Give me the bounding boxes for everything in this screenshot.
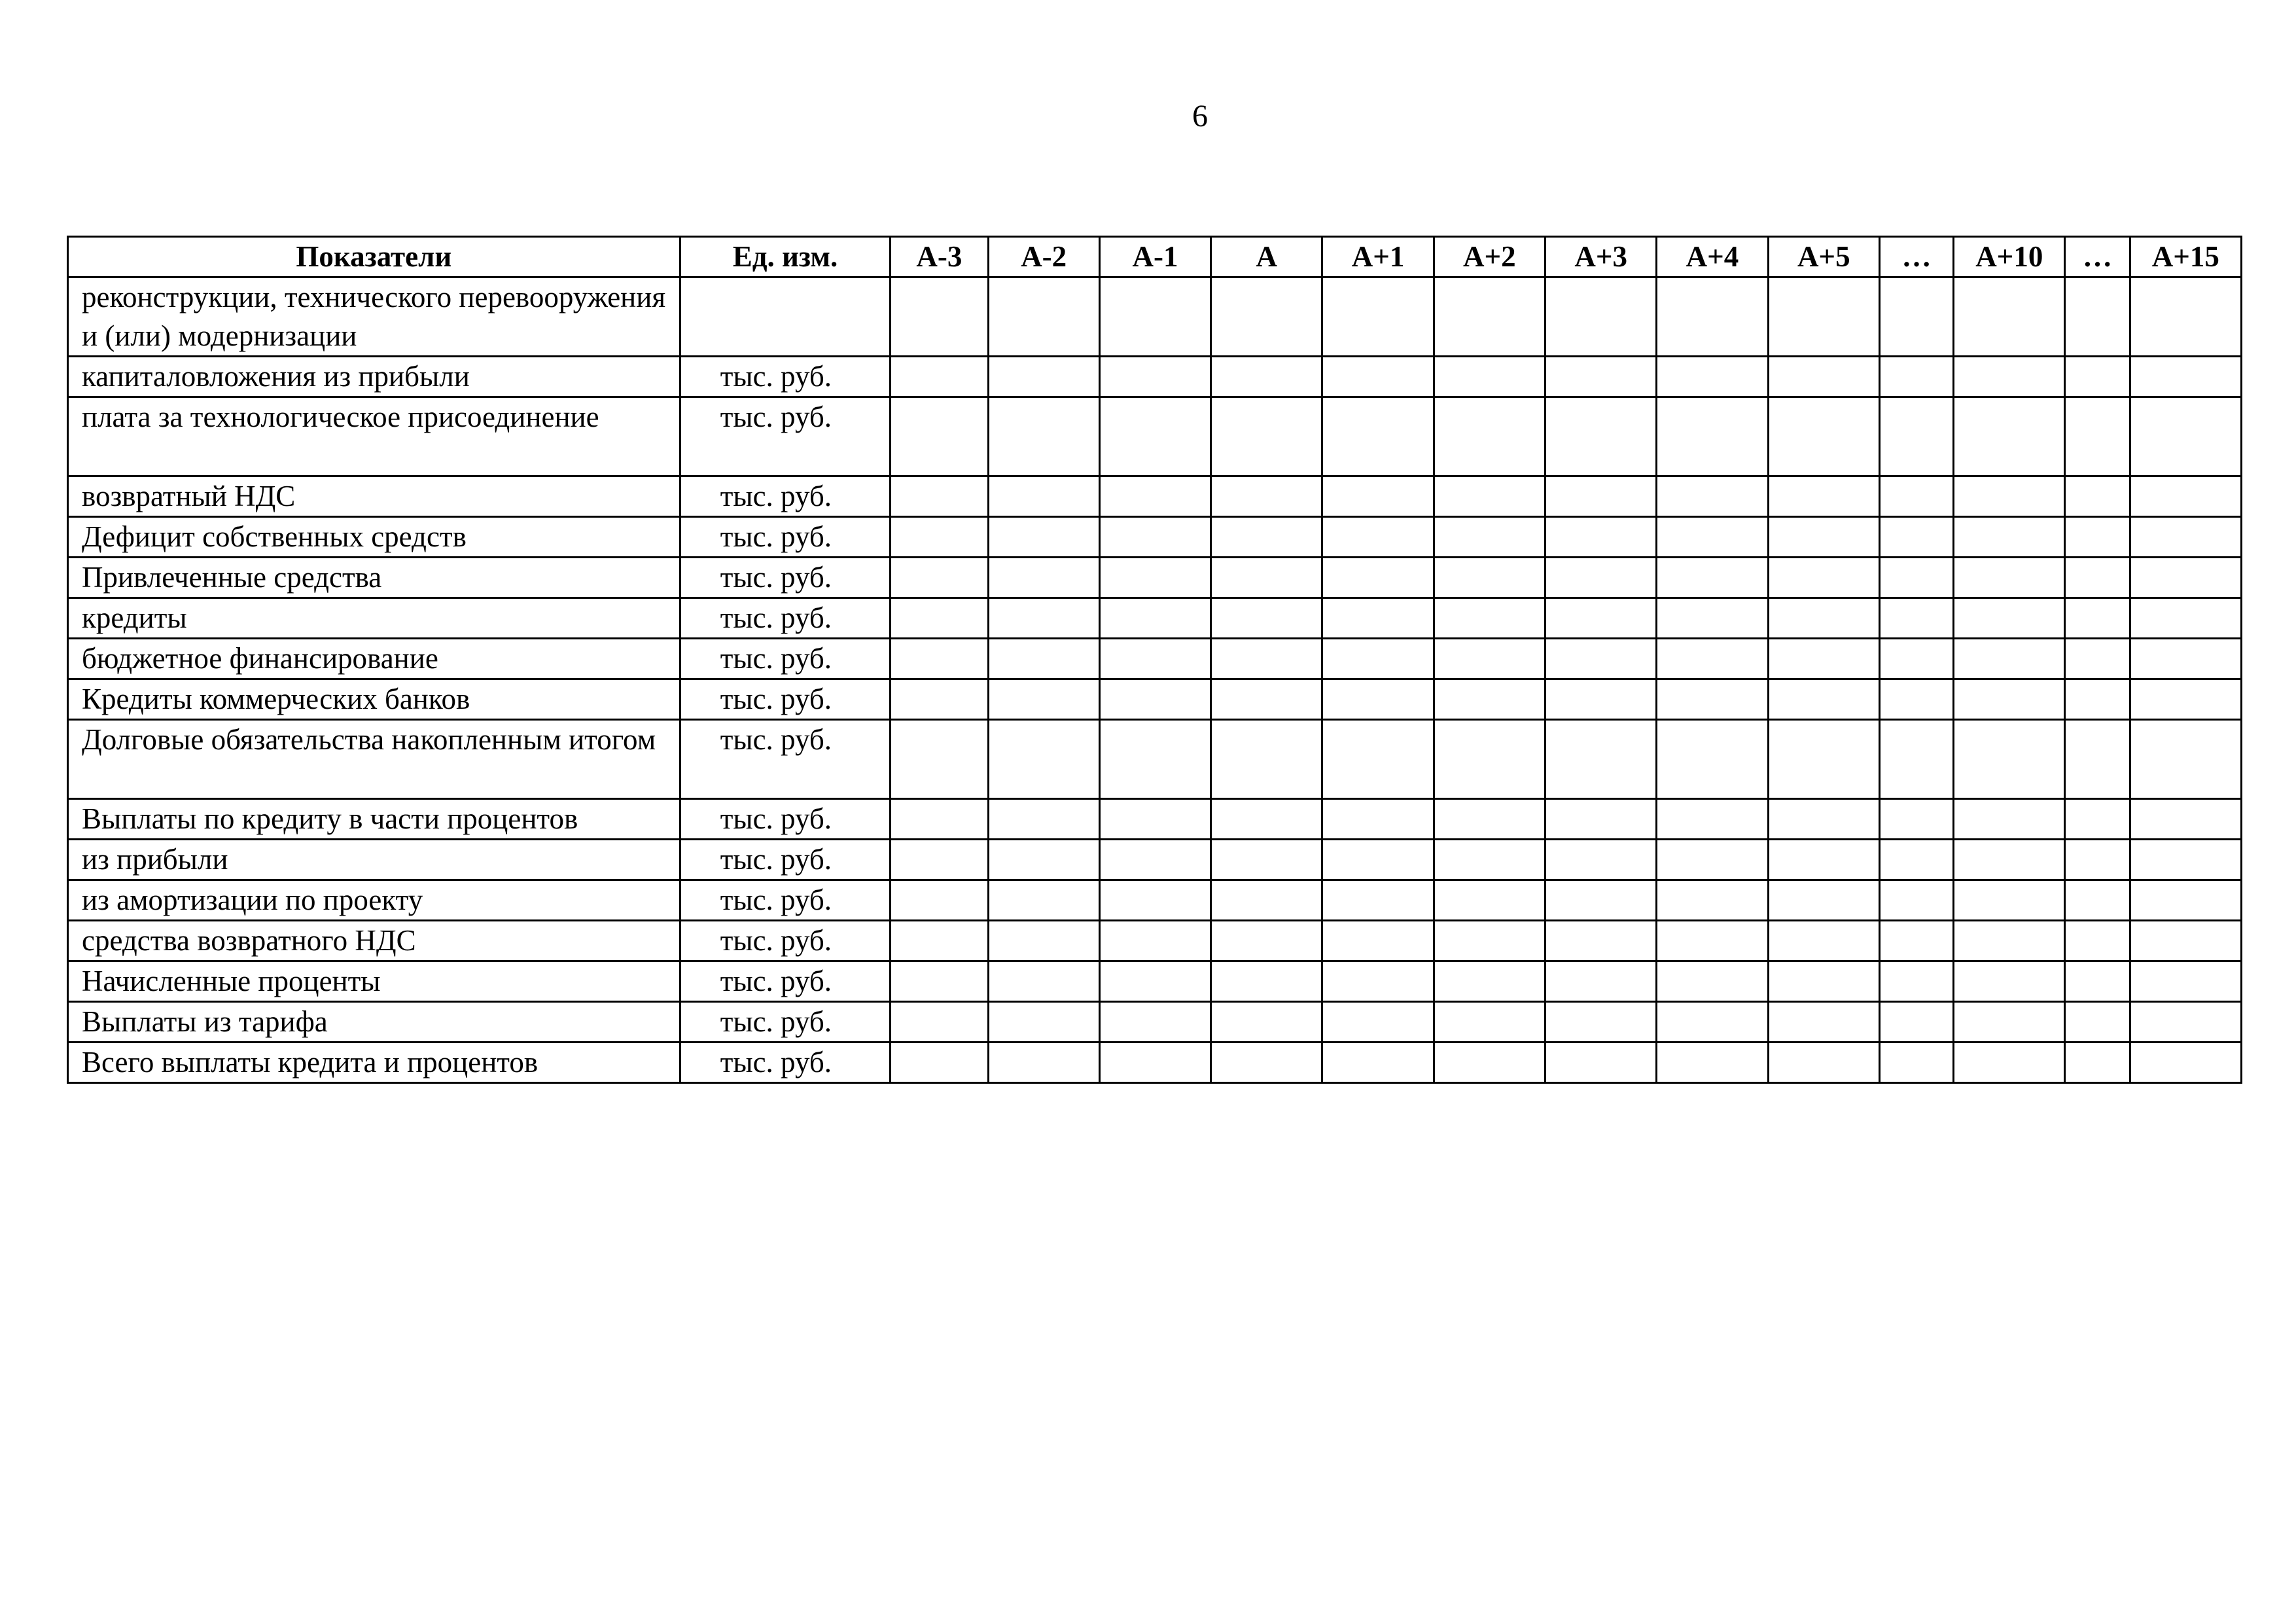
value-cell <box>2130 720 2241 799</box>
value-cell <box>1954 397 2065 476</box>
unit-cell: тыс. руб. <box>680 961 891 1002</box>
value-cell <box>1322 799 1434 840</box>
value-cell <box>1099 517 1210 558</box>
value-cell <box>891 517 988 558</box>
value-cell <box>1434 517 1545 558</box>
value-cell <box>1434 397 1545 476</box>
value-cell <box>988 1043 1099 1083</box>
value-cell <box>1434 840 1545 880</box>
value-cell <box>988 799 1099 840</box>
value-cell <box>2130 961 2241 1002</box>
value-cell <box>1879 517 1953 558</box>
value-cell <box>1099 720 1210 799</box>
table-row <box>68 558 2242 598</box>
value-cell <box>891 397 988 476</box>
value-cell <box>1657 961 1768 1002</box>
value-cell <box>2065 799 2130 840</box>
column-header: А+5 <box>1768 237 1879 277</box>
value-cell <box>1768 921 1879 961</box>
value-cell <box>1322 558 1434 598</box>
value-cell <box>1211 558 1322 598</box>
value-cell <box>1879 277 1953 357</box>
value-cell <box>1211 598 1322 639</box>
indicator-name-cell: Начисленные проценты <box>68 961 680 1002</box>
value-cell <box>1211 1043 1322 1083</box>
value-cell <box>1954 277 2065 357</box>
value-cell <box>891 720 988 799</box>
value-cell <box>1434 277 1545 357</box>
value-cell <box>1768 720 1879 799</box>
value-cell <box>1545 357 1657 397</box>
value-cell <box>1099 357 1210 397</box>
table-row <box>68 880 2242 921</box>
value-cell <box>1322 720 1434 799</box>
value-cell <box>1322 921 1434 961</box>
value-cell <box>1434 679 1545 720</box>
value-cell <box>1879 679 1953 720</box>
value-cell <box>2065 517 2130 558</box>
value-cell <box>1879 357 1953 397</box>
unit-cell: тыс. руб. <box>680 1043 891 1083</box>
value-cell <box>2130 476 2241 517</box>
indicator-name-cell: Привлеченные средства <box>68 558 680 598</box>
table-row <box>68 277 2242 357</box>
table-row <box>68 1002 2242 1043</box>
value-cell <box>1879 921 1953 961</box>
column-header: А-1 <box>1099 237 1210 277</box>
value-cell <box>1322 679 1434 720</box>
value-cell <box>1099 880 1210 921</box>
table-row <box>68 679 2242 720</box>
indicator-name-cell: кредиты <box>68 598 680 639</box>
value-cell <box>1879 476 1953 517</box>
value-cell <box>1879 961 1953 1002</box>
value-cell <box>1434 1002 1545 1043</box>
column-header: Ед. изм. <box>680 237 891 277</box>
value-cell <box>891 840 988 880</box>
value-cell <box>1657 598 1768 639</box>
column-header: Показатели <box>68 237 680 277</box>
value-cell <box>1879 880 1953 921</box>
table-row <box>68 639 2242 679</box>
value-cell <box>1099 397 1210 476</box>
value-cell <box>1099 277 1210 357</box>
value-cell <box>1545 921 1657 961</box>
value-cell <box>988 679 1099 720</box>
column-header: А-2 <box>988 237 1099 277</box>
value-cell <box>1954 476 2065 517</box>
value-cell <box>1211 799 1322 840</box>
indicator-name-cell: Кредиты коммерческих банков <box>68 679 680 720</box>
value-cell <box>1954 720 2065 799</box>
table-row <box>68 476 2242 517</box>
value-cell <box>1545 880 1657 921</box>
value-cell <box>1768 1043 1879 1083</box>
table-row <box>68 517 2242 558</box>
value-cell <box>1879 1002 1953 1043</box>
value-cell <box>1211 517 1322 558</box>
value-cell <box>2065 840 2130 880</box>
value-cell <box>1879 840 1953 880</box>
value-cell <box>1954 357 2065 397</box>
value-cell <box>1099 921 1210 961</box>
value-cell <box>1768 679 1879 720</box>
indicator-name-cell: из амортизации по проекту <box>68 880 680 921</box>
value-cell <box>1657 357 1768 397</box>
value-cell <box>2130 277 2241 357</box>
value-cell <box>1545 277 1657 357</box>
column-header: А+1 <box>1322 237 1434 277</box>
unit-cell: тыс. руб. <box>680 921 891 961</box>
value-cell <box>1545 598 1657 639</box>
value-cell <box>1434 598 1545 639</box>
value-cell <box>1657 397 1768 476</box>
table-row <box>68 720 2242 799</box>
unit-cell: тыс. руб. <box>680 720 891 799</box>
indicator-name-cell: возвратный НДС <box>68 476 680 517</box>
value-cell <box>1322 639 1434 679</box>
value-cell <box>1954 1002 2065 1043</box>
value-cell <box>1211 1002 1322 1043</box>
page-number: 6 <box>1192 99 1208 134</box>
unit-cell: тыс. руб. <box>680 679 891 720</box>
value-cell <box>988 639 1099 679</box>
value-cell <box>2130 357 2241 397</box>
value-cell <box>1768 517 1879 558</box>
value-cell <box>1322 880 1434 921</box>
value-cell <box>1099 1043 1210 1083</box>
value-cell <box>2065 598 2130 639</box>
value-cell <box>1545 397 1657 476</box>
value-cell <box>1879 397 1953 476</box>
value-cell <box>1768 476 1879 517</box>
value-cell <box>1657 921 1768 961</box>
value-cell <box>2130 517 2241 558</box>
value-cell <box>891 880 988 921</box>
value-cell <box>1545 720 1657 799</box>
value-cell <box>891 799 988 840</box>
value-cell <box>1657 476 1768 517</box>
value-cell <box>891 639 988 679</box>
value-cell <box>1545 1002 1657 1043</box>
unit-cell: тыс. руб. <box>680 476 891 517</box>
value-cell <box>2065 961 2130 1002</box>
value-cell <box>1211 921 1322 961</box>
value-cell <box>1954 921 2065 961</box>
table-row <box>68 397 2242 476</box>
value-cell <box>1211 639 1322 679</box>
value-cell <box>1545 639 1657 679</box>
value-cell <box>1434 880 1545 921</box>
value-cell <box>1322 1002 1434 1043</box>
value-cell <box>1768 598 1879 639</box>
value-cell <box>1545 1043 1657 1083</box>
value-cell <box>1879 639 1953 679</box>
value-cell <box>1657 1043 1768 1083</box>
value-cell <box>1099 679 1210 720</box>
table-row <box>68 1043 2242 1083</box>
value-cell <box>1211 397 1322 476</box>
table-row <box>68 921 2242 961</box>
value-cell <box>1657 558 1768 598</box>
unit-cell: тыс. руб. <box>680 598 891 639</box>
value-cell <box>1657 720 1768 799</box>
value-cell <box>1545 476 1657 517</box>
value-cell <box>1211 476 1322 517</box>
value-cell <box>2130 639 2241 679</box>
value-cell <box>1322 517 1434 558</box>
value-cell <box>988 558 1099 598</box>
column-header: А+4 <box>1657 237 1768 277</box>
value-cell <box>1657 517 1768 558</box>
value-cell <box>1954 961 2065 1002</box>
value-cell <box>1322 1043 1434 1083</box>
value-cell <box>1879 720 1953 799</box>
value-cell <box>1954 598 2065 639</box>
unit-cell: тыс. руб. <box>680 558 891 598</box>
value-cell <box>1768 558 1879 598</box>
value-cell <box>891 679 988 720</box>
value-cell <box>1545 558 1657 598</box>
value-cell <box>988 277 1099 357</box>
value-cell <box>891 921 988 961</box>
unit-cell: тыс. руб. <box>680 880 891 921</box>
value-cell <box>1879 598 1953 639</box>
value-cell <box>1099 961 1210 1002</box>
unit-cell: тыс. руб. <box>680 1002 891 1043</box>
unit-cell: тыс. руб. <box>680 517 891 558</box>
value-cell <box>2130 921 2241 961</box>
value-cell <box>1954 1043 2065 1083</box>
value-cell <box>1434 961 1545 1002</box>
value-cell <box>1879 558 1953 598</box>
value-cell <box>1099 476 1210 517</box>
indicators-table <box>67 236 2242 1084</box>
value-cell <box>1211 679 1322 720</box>
value-cell <box>1322 840 1434 880</box>
column-header: А+15 <box>2130 237 2241 277</box>
value-cell <box>1879 799 1953 840</box>
indicator-name-cell: Дефицит собственных средств <box>68 517 680 558</box>
value-cell <box>1768 1002 1879 1043</box>
value-cell <box>1954 799 2065 840</box>
value-cell <box>1211 277 1322 357</box>
value-cell <box>2065 880 2130 921</box>
value-cell <box>2065 679 2130 720</box>
value-cell <box>2130 679 2241 720</box>
value-cell <box>1768 397 1879 476</box>
value-cell <box>1434 558 1545 598</box>
value-cell <box>1657 1002 1768 1043</box>
table-row <box>68 961 2242 1002</box>
value-cell <box>2065 277 2130 357</box>
value-cell <box>1545 840 1657 880</box>
value-cell <box>2130 880 2241 921</box>
value-cell <box>1545 517 1657 558</box>
value-cell <box>2065 720 2130 799</box>
value-cell <box>1434 1043 1545 1083</box>
value-cell <box>1768 277 1879 357</box>
value-cell <box>1545 799 1657 840</box>
value-cell <box>988 1002 1099 1043</box>
value-cell <box>891 277 988 357</box>
table-row <box>68 598 2242 639</box>
unit-cell <box>680 277 891 357</box>
column-header: … <box>2065 237 2130 277</box>
value-cell <box>1211 720 1322 799</box>
indicator-name-cell: бюджетное финансирование <box>68 639 680 679</box>
value-cell <box>2130 1043 2241 1083</box>
value-cell <box>1434 799 1545 840</box>
value-cell <box>1768 799 1879 840</box>
indicator-name-cell: капиталовложения из прибыли <box>68 357 680 397</box>
value-cell <box>988 397 1099 476</box>
value-cell <box>1768 357 1879 397</box>
column-header: А+10 <box>1954 237 2065 277</box>
value-cell <box>2065 476 2130 517</box>
value-cell <box>1657 880 1768 921</box>
value-cell <box>2065 558 2130 598</box>
value-cell <box>988 921 1099 961</box>
value-cell <box>1434 639 1545 679</box>
value-cell <box>988 880 1099 921</box>
value-cell <box>1322 277 1434 357</box>
value-cell <box>988 476 1099 517</box>
value-cell <box>1545 679 1657 720</box>
value-cell <box>988 961 1099 1002</box>
value-cell <box>1434 476 1545 517</box>
value-cell <box>1954 517 2065 558</box>
value-cell <box>2130 598 2241 639</box>
value-cell <box>891 1002 988 1043</box>
value-cell <box>1954 679 2065 720</box>
value-cell <box>891 598 988 639</box>
value-cell <box>1099 558 1210 598</box>
column-header: … <box>1879 237 1953 277</box>
value-cell <box>2130 799 2241 840</box>
value-cell <box>891 357 988 397</box>
unit-cell: тыс. руб. <box>680 639 891 679</box>
table-row <box>68 840 2242 880</box>
unit-cell: тыс. руб. <box>680 840 891 880</box>
value-cell <box>1879 1043 1953 1083</box>
value-cell <box>1768 880 1879 921</box>
indicator-name-cell: из прибыли <box>68 840 680 880</box>
value-cell <box>1211 840 1322 880</box>
value-cell <box>1434 921 1545 961</box>
value-cell <box>2065 921 2130 961</box>
value-cell <box>1099 840 1210 880</box>
value-cell <box>1768 961 1879 1002</box>
indicator-name-cell: плата за технологическое присоединение <box>68 397 680 476</box>
value-cell <box>1211 880 1322 921</box>
table-row <box>68 799 2242 840</box>
value-cell <box>2130 397 2241 476</box>
value-cell <box>891 961 988 1002</box>
table-row <box>68 357 2242 397</box>
value-cell <box>988 357 1099 397</box>
value-cell <box>1099 639 1210 679</box>
value-cell <box>988 598 1099 639</box>
value-cell <box>1322 397 1434 476</box>
value-cell <box>1211 357 1322 397</box>
indicator-name-cell: Выплаты по кредиту в части процентов <box>68 799 680 840</box>
value-cell <box>2130 840 2241 880</box>
value-cell <box>1954 840 2065 880</box>
unit-cell: тыс. руб. <box>680 397 891 476</box>
value-cell <box>1545 961 1657 1002</box>
column-header: А <box>1211 237 1322 277</box>
value-cell <box>2065 397 2130 476</box>
value-cell <box>2130 558 2241 598</box>
value-cell <box>988 720 1099 799</box>
value-cell <box>2065 1043 2130 1083</box>
indicator-name-cell: средства возвратного НДС <box>68 921 680 961</box>
value-cell <box>1434 357 1545 397</box>
unit-cell: тыс. руб. <box>680 357 891 397</box>
value-cell <box>1954 639 2065 679</box>
value-cell <box>1211 961 1322 1002</box>
indicator-name-cell: Долговые обязательства накопленным итогом <box>68 720 680 799</box>
value-cell <box>2130 1002 2241 1043</box>
table-header-row <box>68 237 2242 277</box>
indicator-name-cell: Выплаты из тарифа <box>68 1002 680 1043</box>
value-cell <box>1657 679 1768 720</box>
value-cell <box>1657 840 1768 880</box>
value-cell <box>891 1043 988 1083</box>
value-cell <box>1099 598 1210 639</box>
value-cell <box>891 558 988 598</box>
value-cell <box>1768 840 1879 880</box>
value-cell <box>1322 357 1434 397</box>
column-header: А-3 <box>891 237 988 277</box>
value-cell <box>1657 277 1768 357</box>
value-cell <box>1954 558 2065 598</box>
value-cell <box>1768 639 1879 679</box>
value-cell <box>1322 961 1434 1002</box>
column-header: А+2 <box>1434 237 1545 277</box>
column-header: А+3 <box>1545 237 1657 277</box>
value-cell <box>988 517 1099 558</box>
value-cell <box>1657 799 1768 840</box>
value-cell <box>891 476 988 517</box>
value-cell <box>2065 357 2130 397</box>
value-cell <box>1434 720 1545 799</box>
value-cell <box>988 840 1099 880</box>
unit-cell: тыс. руб. <box>680 799 891 840</box>
value-cell <box>1657 639 1768 679</box>
value-cell <box>1954 880 2065 921</box>
value-cell <box>2065 639 2130 679</box>
indicator-name-cell: реконструкции, технического перевооружения и (или) модернизации <box>68 277 680 357</box>
value-cell <box>2065 1002 2130 1043</box>
indicator-name-cell: Всего выплаты кредита и процентов <box>68 1043 680 1083</box>
value-cell <box>1322 476 1434 517</box>
value-cell <box>1099 1002 1210 1043</box>
value-cell <box>1322 598 1434 639</box>
value-cell <box>1099 799 1210 840</box>
